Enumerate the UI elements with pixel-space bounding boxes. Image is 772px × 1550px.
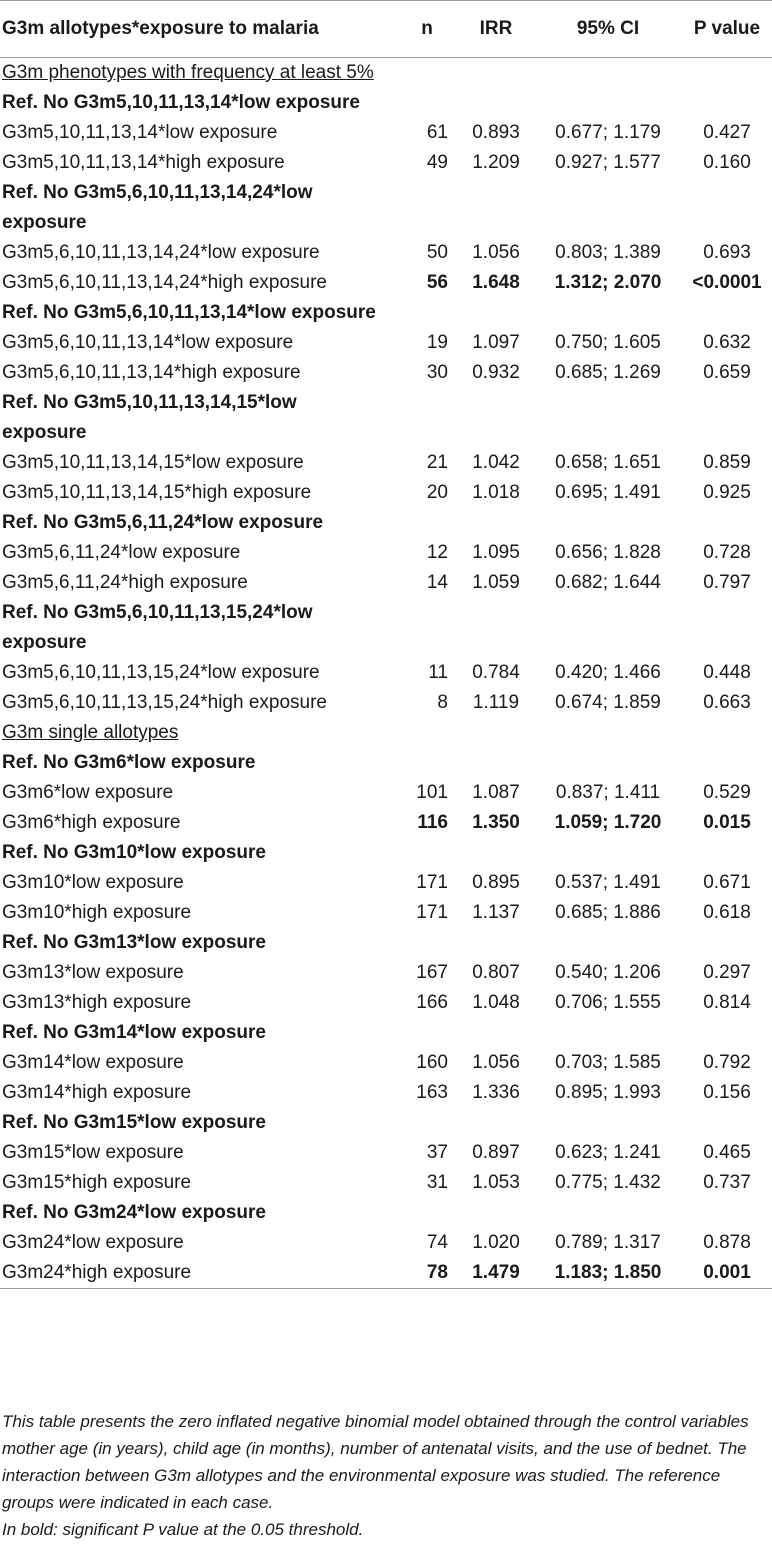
table-header-row (0, 1, 772, 58)
empty-cell (682, 178, 772, 238)
cell-n: 171 (416, 872, 448, 893)
cell-n: 19 (426, 332, 448, 353)
cell-irr: 1.350 (472, 812, 520, 833)
header-n: n (396, 1, 458, 58)
table-row (0, 568, 772, 598)
table-row (0, 448, 772, 478)
cell-ci: 1.059; 1.720 (554, 812, 662, 833)
table-row (0, 478, 772, 508)
cell-irr: 1.056 (472, 242, 520, 263)
cell-n: 163 (416, 1082, 448, 1103)
empty-cell (458, 1198, 534, 1228)
cell-ci: 0.775; 1.432 (555, 1172, 661, 1193)
row-label: G3m14*low exposure (2, 1052, 184, 1073)
reference-label: Ref. No G3m5,6,10,11,13,15,24*low exposure (2, 602, 313, 653)
table-row (0, 1168, 772, 1198)
cell-ci: 0.540; 1.206 (555, 962, 661, 983)
empty-cell (534, 838, 682, 868)
table-row (0, 958, 772, 988)
reference-row (0, 1018, 772, 1048)
reference-label: Ref. No G3m5,6,10,11,13,14*low exposure (2, 302, 376, 323)
empty-cell (396, 88, 458, 118)
empty-cell (682, 298, 772, 328)
cell-irr: 0.895 (472, 872, 520, 893)
table-row (0, 808, 772, 838)
row-label: G3m24*low exposure (2, 1232, 184, 1253)
cell-irr: 1.479 (458, 1258, 534, 1289)
table-row (0, 658, 772, 688)
cell-n: 11 (428, 662, 448, 683)
row-label: G3m5,6,10,11,13,14*high exposure (2, 362, 301, 383)
empty-cell (458, 838, 534, 868)
reference-row (0, 748, 772, 778)
row-label: G3m5,6,10,11,13,15,24*low exposure (2, 662, 320, 683)
cell-n: 171 (416, 902, 448, 923)
cell-ci: 0.685; 1.886 (555, 902, 661, 923)
cell-n: 20 (426, 482, 448, 503)
empty-cell (458, 718, 534, 748)
empty-cell (396, 298, 458, 328)
empty-cell (396, 508, 458, 538)
cell-irr: 1.053 (472, 1172, 520, 1193)
empty-cell (458, 58, 534, 89)
cell-ci: 0.750; 1.605 (555, 332, 661, 353)
empty-cell (682, 748, 772, 778)
table-row (0, 1048, 772, 1078)
cell-ci: 1.312; 2.070 (554, 272, 662, 293)
empty-cell (458, 178, 534, 238)
empty-cell (534, 928, 682, 958)
cell-irr: 1.059 (472, 572, 520, 593)
cell-irr: 1.020 (472, 1232, 520, 1253)
row-label: G3m15*low exposure (2, 1142, 184, 1163)
cell-n: 49 (426, 152, 448, 173)
empty-cell (534, 1108, 682, 1138)
table-footnote (2, 1408, 772, 1543)
empty-cell (458, 388, 534, 448)
cell-irr: 0.932 (472, 362, 520, 383)
header-ci: 95% CI (534, 1, 682, 58)
cell-irr: 1.048 (472, 992, 520, 1013)
header-irr: IRR (458, 1, 534, 58)
cell-p-value: 0.797 (703, 572, 751, 593)
reference-label: Ref. No G3m14*low exposure (2, 1022, 266, 1043)
table-row (0, 1138, 772, 1168)
cell-p-value: 0.728 (703, 542, 751, 563)
empty-cell (396, 598, 458, 658)
cell-ci: 0.674; 1.859 (555, 692, 661, 713)
empty-cell (534, 718, 682, 748)
reference-row (0, 88, 772, 118)
cell-irr: 1.648 (472, 272, 520, 293)
table-row (0, 328, 772, 358)
cell-ci: 0.656; 1.828 (555, 542, 661, 563)
cell-n: 101 (416, 782, 448, 803)
cell-ci: 0.623; 1.241 (555, 1142, 661, 1163)
cell-n: 12 (426, 542, 448, 563)
row-label: G3m10*high exposure (2, 902, 192, 923)
reference-label: Ref. No G3m5,6,10,11,13,14,24*low exposure (2, 182, 313, 233)
empty-cell (458, 598, 534, 658)
cell-p-value: 0.529 (703, 782, 751, 803)
cell-n: 31 (426, 1172, 448, 1193)
table-row (0, 268, 772, 298)
reference-row (0, 178, 772, 238)
reference-row (0, 928, 772, 958)
empty-cell (682, 928, 772, 958)
section-label: G3m single allotypes (2, 722, 179, 743)
cell-p-value: 0.618 (703, 902, 751, 923)
table-row (0, 238, 772, 268)
cell-ci: 0.706; 1.555 (555, 992, 661, 1013)
cell-n: 61 (426, 122, 448, 143)
empty-cell (682, 388, 772, 448)
reference-row (0, 508, 772, 538)
empty-cell (458, 748, 534, 778)
empty-cell (534, 58, 682, 89)
cell-irr: 1.018 (472, 482, 520, 503)
cell-irr: 1.042 (472, 452, 520, 473)
empty-cell (396, 178, 458, 238)
cell-ci: 0.837; 1.411 (555, 782, 661, 803)
row-label: G3m13*low exposure (2, 962, 184, 983)
reference-label: Ref. No G3m5,10,11,13,14*low exposure (2, 92, 361, 113)
empty-cell (396, 748, 458, 778)
cell-p-value: 0.659 (703, 362, 751, 383)
cell-irr: 1.087 (472, 782, 520, 803)
row-label: G3m5,10,11,13,14,15*high exposure (2, 482, 312, 503)
footnote-text: This table presents the zero inflated negative binomial model obtained through the control variables mother age (in years), child age (in months), number of antenatal visits, and the use of bednet. The interaction between G3m allotypes and the environmental exposure was studied. The reference groups were indicated in each case. (2, 1412, 749, 1512)
empty-cell (682, 508, 772, 538)
cell-n: 8 (437, 692, 448, 713)
section-row (0, 58, 772, 89)
empty-cell (396, 1198, 458, 1228)
cell-irr: 1.119 (472, 692, 520, 713)
empty-cell (534, 88, 682, 118)
table-row (0, 358, 772, 388)
cell-p-value: 0.427 (703, 122, 751, 143)
cell-p-value: 0.632 (703, 332, 751, 353)
cell-ci: 0.420; 1.466 (555, 662, 661, 683)
cell-ci: 0.685; 1.269 (555, 362, 661, 383)
cell-irr: 1.097 (472, 332, 520, 353)
table-row (0, 1258, 772, 1289)
table-row (0, 148, 772, 178)
row-label: G3m5,6,10,11,13,14,24*high exposure (2, 272, 327, 293)
empty-cell (682, 88, 772, 118)
cell-irr: 0.893 (472, 122, 520, 143)
cell-p-value: 0.156 (703, 1082, 751, 1103)
cell-irr: 1.209 (472, 152, 520, 173)
cell-irr: 0.784 (472, 662, 520, 683)
row-label: G3m5,6,11,24*high exposure (2, 572, 248, 593)
empty-cell (534, 1198, 682, 1228)
table-row (0, 538, 772, 568)
cell-n: 30 (426, 362, 448, 383)
row-label: G3m5,10,11,13,14*low exposure (2, 122, 278, 143)
empty-cell (458, 1108, 534, 1138)
header-label: G3m allotypes*exposure to malaria (0, 1, 396, 58)
row-label: G3m5,6,10,11,13,14*low exposure (2, 332, 294, 353)
cell-p-value: 0.878 (703, 1232, 751, 1253)
cell-n: 14 (426, 572, 448, 593)
table-row (0, 898, 772, 928)
table-row (0, 1228, 772, 1258)
empty-cell (534, 1018, 682, 1048)
cell-p-value: 0.737 (703, 1172, 751, 1193)
header-p: P value (682, 1, 772, 58)
row-label: G3m5,10,11,13,14*high exposure (2, 152, 285, 173)
cell-p-value: 0.663 (703, 692, 751, 713)
section-row (0, 718, 772, 748)
cell-p-value: 0.693 (703, 242, 751, 263)
reference-row (0, 1198, 772, 1228)
row-label: G3m13*high exposure (2, 992, 192, 1013)
cell-irr: 1.095 (472, 542, 520, 563)
cell-irr: 1.137 (472, 902, 520, 923)
table-row (0, 1078, 772, 1108)
reference-row (0, 298, 772, 328)
empty-cell (458, 928, 534, 958)
table-row (0, 688, 772, 718)
reference-label: Ref. No G3m15*low exposure (2, 1112, 266, 1133)
empty-cell (534, 298, 682, 328)
cell-n: 160 (416, 1052, 448, 1073)
cell-p-value: 0.465 (703, 1142, 751, 1163)
empty-cell (458, 88, 534, 118)
table-row (0, 988, 772, 1018)
cell-ci: 0.677; 1.179 (555, 122, 661, 143)
row-label: G3m5,10,11,13,14,15*low exposure (2, 452, 304, 473)
cell-p-value: 0.925 (703, 482, 751, 503)
reference-row (0, 838, 772, 868)
row-label: G3m5,6,10,11,13,15,24*high exposure (2, 692, 327, 713)
table-body (0, 58, 772, 1289)
cell-irr: 1.336 (472, 1082, 520, 1103)
table-row (0, 118, 772, 148)
empty-cell (682, 1198, 772, 1228)
cell-p-value: 0.015 (703, 812, 751, 833)
cell-ci: 0.789; 1.317 (555, 1232, 661, 1253)
row-label: G3m6*low exposure (2, 782, 174, 803)
row-label: G3m6*high exposure (2, 812, 181, 833)
footnote-bold-note: In bold: significant P value at the 0.05 threshold. (2, 1520, 364, 1539)
empty-cell (458, 298, 534, 328)
cell-irr: 0.807 (472, 962, 520, 983)
section-label: G3m phenotypes with frequency at least 5% (2, 62, 374, 83)
reference-row (0, 1108, 772, 1138)
empty-cell (682, 838, 772, 868)
cell-n: 74 (426, 1232, 448, 1253)
cell-ci: 0.537; 1.491 (555, 872, 661, 893)
cell-p-value: 0.814 (703, 992, 751, 1013)
reference-label: Ref. No G3m24*low exposure (2, 1202, 266, 1223)
row-label: G3m24*high exposure (0, 1258, 396, 1289)
reference-row (0, 598, 772, 658)
empty-cell (682, 1018, 772, 1048)
empty-cell (458, 508, 534, 538)
cell-p-value: 0.792 (703, 1052, 751, 1073)
cell-p-value: 0.448 (703, 662, 751, 683)
reference-label: Ref. No G3m10*low exposure (2, 842, 266, 863)
cell-ci: 0.658; 1.651 (555, 452, 661, 473)
empty-cell (396, 718, 458, 748)
empty-cell (682, 598, 772, 658)
empty-cell (682, 718, 772, 748)
empty-cell (682, 1108, 772, 1138)
cell-irr: 0.897 (472, 1142, 520, 1163)
table-row (0, 868, 772, 898)
cell-p-value: 0.297 (703, 962, 751, 983)
row-label: G3m5,6,10,11,13,14,24*low exposure (2, 242, 320, 263)
empty-cell (534, 508, 682, 538)
cell-n: 50 (426, 242, 448, 263)
cell-p-value: <0.0001 (692, 272, 762, 293)
cell-n: 37 (426, 1142, 448, 1163)
reference-label: Ref. No G3m5,6,11,24*low exposure (2, 512, 324, 533)
empty-cell (534, 178, 682, 238)
cell-ci: 0.927; 1.577 (555, 152, 661, 173)
empty-cell (396, 58, 458, 89)
cell-ci: 0.895; 1.993 (555, 1082, 661, 1103)
cell-ci: 0.803; 1.389 (555, 242, 661, 263)
reference-label: Ref. No G3m6*low exposure (2, 752, 256, 773)
cell-p-value: 0.001 (682, 1258, 772, 1289)
cell-n: 78 (396, 1258, 458, 1289)
cell-irr: 1.056 (472, 1052, 520, 1073)
cell-p-value: 0.160 (703, 152, 751, 173)
empty-cell (396, 838, 458, 868)
row-label: G3m5,6,11,24*low exposure (2, 542, 241, 563)
cell-n: 56 (426, 272, 448, 293)
cell-p-value: 0.671 (703, 872, 751, 893)
empty-cell (396, 928, 458, 958)
empty-cell (534, 748, 682, 778)
empty-cell (458, 1018, 534, 1048)
empty-cell (396, 1108, 458, 1138)
cell-n: 166 (416, 992, 448, 1013)
row-label: G3m14*high exposure (2, 1082, 192, 1103)
cell-ci: 0.703; 1.585 (555, 1052, 661, 1073)
cell-n: 21 (426, 452, 448, 473)
row-label: G3m10*low exposure (2, 872, 184, 893)
table-row (0, 778, 772, 808)
empty-cell (534, 388, 682, 448)
empty-cell (396, 1018, 458, 1048)
cell-ci: 0.682; 1.644 (555, 572, 661, 593)
row-label: G3m15*high exposure (2, 1172, 192, 1193)
empty-cell (396, 388, 458, 448)
empty-cell (682, 58, 772, 89)
cell-p-value: 0.859 (703, 452, 751, 473)
cell-n: 167 (416, 962, 448, 983)
reference-label: Ref. No G3m13*low exposure (2, 932, 266, 953)
cell-n: 116 (417, 812, 448, 833)
reference-row (0, 388, 772, 448)
cell-ci: 1.183; 1.850 (534, 1258, 682, 1289)
cell-ci: 0.695; 1.491 (555, 482, 661, 503)
reference-label: Ref. No G3m5,10,11,13,14,15*low exposure (2, 392, 297, 443)
empty-cell (534, 598, 682, 658)
